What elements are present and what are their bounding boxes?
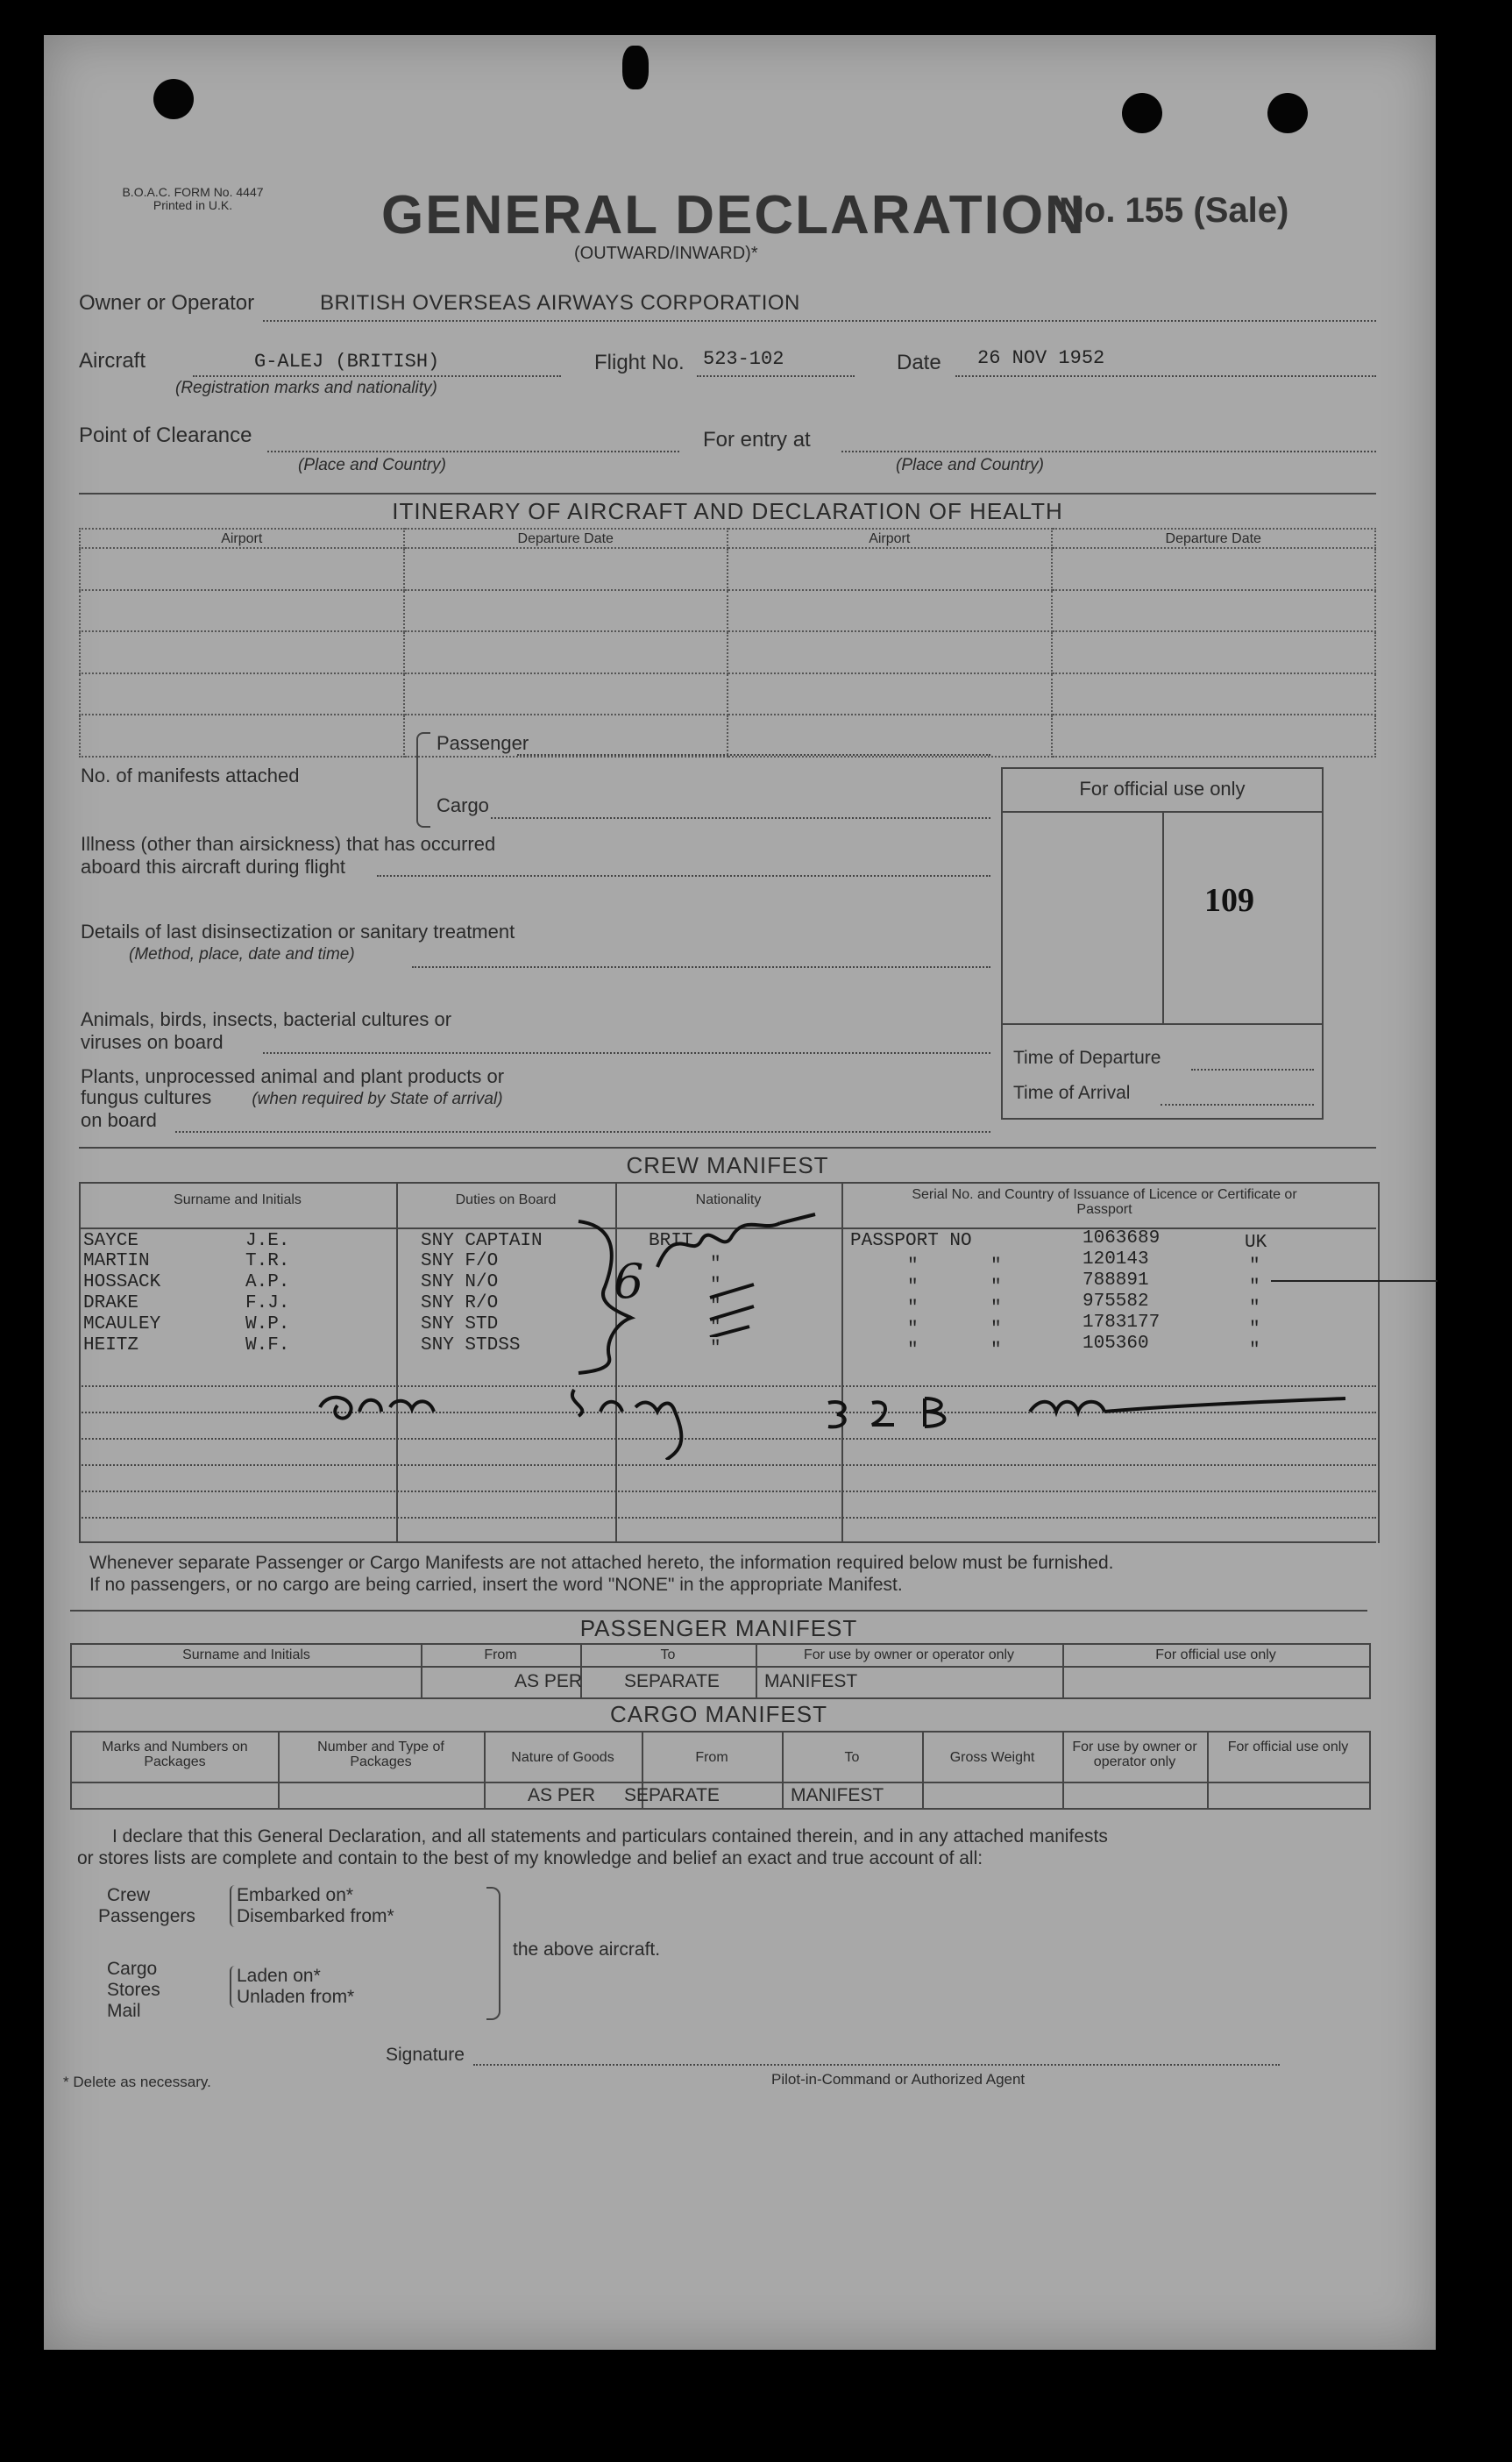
itinerary-cell	[1052, 631, 1376, 673]
crew-surname: HEITZ	[83, 1335, 139, 1356]
crew-doc-type: PASSPORT NO	[850, 1231, 972, 1251]
declaration-line2: or stores lists are complete and contain to the best of my knowledge and belief an exact and true account of all:	[77, 1848, 983, 1868]
itinerary-cell	[728, 631, 1052, 673]
itinerary-cell	[728, 590, 1052, 632]
passenger-table	[70, 1643, 1371, 1699]
disinsect-line	[412, 966, 990, 968]
declaration-embarked: Embarked on*	[237, 1885, 354, 1905]
crew-doc-ditto: "	[990, 1341, 1002, 1361]
crew-duty: SNY STDSS	[421, 1335, 521, 1356]
crew-doc-number: 975582	[1083, 1291, 1149, 1312]
plants-line2: fungus cultures	[81, 1086, 212, 1108]
plants-line1: Plants, unprocessed animal and plant products or	[81, 1065, 505, 1087]
official-box-divider	[1162, 811, 1164, 1023]
handwritten-note-text	[316, 1392, 343, 1397]
illness-label	[81, 833, 495, 879]
crew-manifest-title: CREW MANIFEST	[626, 1152, 829, 1178]
cargo-col-divider	[1062, 1733, 1064, 1808]
itinerary-title: ITINERARY OF AIRCRAFT AND DECLARATION OF HEALTH	[392, 498, 1063, 524]
crew-blank-row	[79, 1517, 1376, 1519]
passenger-entry-manifest: MANIFEST	[764, 1671, 858, 1691]
itinerary-col-departure-2: Departure Date	[1052, 529, 1376, 548]
cargo-manifest-title: CARGO MANIFEST	[609, 1701, 827, 1727]
passenger-col-owner: For use by owner or operator only	[803, 1647, 1015, 1662]
itinerary-cell	[404, 548, 728, 590]
cargo-col-number-type: Number and Type of Packages	[317, 1740, 444, 1769]
itinerary-cell	[80, 548, 404, 590]
crew-doc-type: "	[907, 1320, 919, 1340]
itinerary-col-departure: Departure Date	[404, 529, 728, 548]
itinerary-cell	[1052, 548, 1376, 590]
manifests-brace	[416, 732, 430, 828]
flight-line	[697, 375, 855, 377]
crew-initials: A.P.	[245, 1272, 290, 1292]
crew-duty: SNY STD	[421, 1314, 499, 1334]
itinerary-cell	[1052, 715, 1376, 757]
crew-surname: MARTIN	[83, 1251, 150, 1271]
signer-label: Pilot-in-Command or Authorized Agent	[771, 2071, 1026, 2088]
cargo-col-divider	[278, 1733, 280, 1808]
declaration-laden-block	[230, 1966, 354, 2008]
signature-label: Signature	[386, 2045, 465, 2065]
itinerary-cell	[1052, 673, 1376, 715]
declaration-brace	[486, 1887, 500, 2020]
scan-edge-line	[1271, 1280, 1437, 1282]
declaration-unladen: Unladen from*	[237, 1987, 355, 2007]
crew-blank-row	[79, 1464, 1376, 1466]
crew-surname: HOSSACK	[83, 1272, 161, 1292]
handwritten-crew-count: 6	[614, 1254, 644, 1309]
time-departure-label: Time of Departure	[1013, 1048, 1161, 1068]
cargo-col-official: For official use only	[1227, 1740, 1349, 1754]
flight-value: 523-102	[703, 348, 784, 370]
crew-nationality: "	[710, 1297, 721, 1317]
itinerary-cell	[728, 673, 1052, 715]
cargo-entry-manifest: MANIFEST	[791, 1785, 884, 1805]
crew-duty: SNY N/O	[421, 1272, 499, 1292]
itinerary-col-airport: Airport	[80, 529, 404, 548]
declaration-number: No. 155 (Sale)	[1059, 191, 1289, 230]
itinerary-cell	[728, 715, 1052, 757]
crew-duty: SNY CAPTAIN	[421, 1231, 543, 1251]
crew-doc-type: "	[907, 1256, 919, 1277]
owner-label: Owner or Operator	[79, 291, 255, 315]
declaration-embark-block	[230, 1885, 394, 1927]
crew-nationality: "	[710, 1255, 721, 1275]
owner-line	[263, 320, 1376, 322]
itinerary-table	[79, 528, 1376, 758]
declaration-stores: Stores	[107, 1980, 160, 2000]
cargo-header-rule	[72, 1782, 1369, 1783]
crew-doc-type: "	[907, 1299, 919, 1319]
passenger-header-rule	[72, 1666, 1369, 1668]
crew-initials: J.E.	[245, 1231, 290, 1251]
passenger-col-official: For official use only	[1155, 1647, 1276, 1662]
itinerary-cell	[728, 548, 1052, 590]
disinsect-line2: (Method, place, date and time)	[129, 945, 355, 964]
disinsect-label	[81, 921, 515, 966]
itinerary-cell	[80, 590, 404, 632]
page-title: GENERAL DECLARATION	[381, 185, 1086, 245]
crew-blank-row	[79, 1491, 1376, 1492]
crew-country: "	[1249, 1277, 1260, 1298]
notice-line2: If no passengers, or no cargo are being carried, insert the word "NONE" in the appropriate Manifest.	[89, 1575, 903, 1595]
date-label: Date	[897, 351, 941, 374]
passenger-col-from: From	[484, 1647, 517, 1662]
itinerary-cell	[404, 673, 728, 715]
cargo-entry-as-per: AS PER	[528, 1785, 596, 1805]
declaration-crew: Crew	[107, 1885, 151, 1905]
page-subtitle: (OUTWARD/INWARD)*	[574, 244, 758, 263]
crew-col-divider	[396, 1182, 398, 1541]
punch-hole	[622, 46, 649, 89]
crew-country: "	[1249, 1299, 1260, 1319]
passenger-col-surname: Surname and Initials	[182, 1647, 310, 1662]
itinerary-cell	[404, 631, 728, 673]
cargo-col-divider	[484, 1733, 486, 1808]
crew-initials: F.J.	[245, 1293, 290, 1313]
cargo-col-divider	[782, 1733, 784, 1808]
declaration-line1: I declare that this General Declaration, and all statements and particulars contained therein, and in any attached manifests	[112, 1826, 1108, 1846]
crew-initials: W.P.	[245, 1314, 290, 1334]
plants-line	[175, 1131, 990, 1133]
crew-doc-number: 120143	[1083, 1249, 1149, 1270]
illness-line1: Illness (other than airsickness) that has occurred	[81, 833, 496, 855]
crew-doc-number: 105360	[1083, 1334, 1149, 1354]
animals-label	[81, 1008, 451, 1054]
animals-line2: viruses on board	[81, 1031, 224, 1053]
aircraft-label: Aircraft	[79, 349, 146, 373]
crew-col-duties: Duties on Board	[455, 1192, 557, 1207]
itinerary-top-rule	[79, 493, 1376, 495]
crew-duty: SNY R/O	[421, 1293, 499, 1313]
time-arrival-label: Time of Arrival	[1013, 1083, 1131, 1103]
crew-initials: T.R.	[245, 1251, 290, 1271]
time-departure-line	[1191, 1069, 1314, 1071]
itinerary-cell	[80, 631, 404, 673]
crew-doc-ditto: "	[990, 1256, 1002, 1277]
clearance-line	[267, 451, 679, 452]
footnote: * Delete as necessary.	[63, 2074, 211, 2090]
notice-text	[89, 1552, 1378, 1596]
crew-doc-type: "	[907, 1277, 919, 1298]
official-box-rule	[1003, 1023, 1322, 1025]
crew-country: UK	[1245, 1233, 1267, 1253]
declaration-cargo-block	[107, 1959, 160, 2022]
plants-hint: (when required by State of arrival)	[252, 1090, 503, 1108]
declaration-text	[77, 1825, 1108, 1869]
cargo-col-divider	[1207, 1733, 1209, 1808]
crew-doc-number: 1063689	[1083, 1228, 1161, 1249]
itinerary-col-airport-2: Airport	[728, 529, 1052, 548]
entry-line	[841, 451, 1376, 452]
official-use-title: For official use only	[1079, 778, 1246, 800]
crew-initials: W.F.	[245, 1335, 290, 1356]
date-value: 26 NOV 1952	[977, 347, 1105, 369]
declaration-disembarked: Disembarked from*	[237, 1906, 394, 1926]
animals-line	[263, 1052, 990, 1054]
crew-col-surname: Surname and Initials	[174, 1192, 302, 1207]
aircraft-value: G-ALEJ (BRITISH)	[254, 351, 440, 373]
date-line	[955, 375, 1376, 377]
official-stamp-number: 109	[1204, 882, 1254, 919]
plants-line3: on board	[81, 1109, 157, 1131]
cargo-line	[491, 817, 990, 819]
crew-surname: MCAULEY	[83, 1314, 161, 1334]
crew-col-serial: Serial No. and Country of Issuance of Licence or Certificate or Passport	[912, 1187, 1297, 1217]
crew-doc-ditto: "	[990, 1320, 1002, 1340]
crew-doc-ditto: "	[990, 1277, 1002, 1298]
clearance-hint: (Place and Country)	[298, 456, 446, 474]
punch-hole	[1267, 93, 1308, 133]
crew-doc-number: 788891	[1083, 1270, 1149, 1291]
crew-surname: SAYCE	[83, 1231, 139, 1251]
punch-hole	[153, 79, 194, 119]
animals-line1: Animals, birds, insects, bacterial cultures or	[81, 1008, 452, 1030]
declaration-form	[44, 35, 1436, 2350]
handwritten-scrawl	[649, 1206, 877, 1337]
illness-line2: aboard this aircraft during flight	[81, 856, 346, 878]
passenger-entry-separate: SEPARATE	[624, 1671, 720, 1691]
crew-surname: DRAKE	[83, 1293, 139, 1313]
passenger-entry-as-per: AS PER	[515, 1671, 583, 1691]
declaration-laden: Laden on*	[237, 1966, 321, 1986]
crew-nationality: BRIT	[649, 1231, 693, 1251]
passenger-top-rule	[70, 1610, 1367, 1612]
declaration-aircraft: the above aircraft.	[513, 1939, 661, 1960]
crew-bottom-rule	[79, 1541, 1376, 1543]
crew-duty: SNY F/O	[421, 1251, 499, 1271]
crew-nationality: "	[710, 1276, 721, 1296]
flight-label: Flight No.	[594, 351, 685, 374]
crew-doc-ditto: "	[990, 1299, 1002, 1319]
cargo-col-owner: For use by owner or operator only	[1072, 1740, 1197, 1769]
handwritten-note	[311, 1363, 1363, 1460]
crew-doc-number: 1783177	[1083, 1313, 1161, 1333]
crew-nationality: "	[710, 1339, 721, 1359]
notice-line1: Whenever separate Passenger or Cargo Manifests are not attached hereto, the information required below must be furnished.	[89, 1553, 1114, 1573]
cargo-table	[70, 1731, 1371, 1810]
itinerary-cell	[1052, 590, 1376, 632]
declaration-crew-block	[98, 1885, 195, 1927]
cargo-col-divider	[922, 1733, 924, 1808]
aircraft-line	[193, 375, 561, 377]
declaration-cargo: Cargo	[107, 1959, 158, 1979]
signature-line	[473, 2064, 1280, 2066]
passenger-manifest-title: PASSENGER MANIFEST	[579, 1615, 858, 1641]
cargo-col-nature: Nature of Goods	[511, 1750, 614, 1765]
time-arrival-line	[1161, 1104, 1314, 1106]
passenger-label: Passenger	[437, 732, 529, 754]
illness-line	[377, 875, 990, 877]
cargo-col-to: To	[844, 1750, 860, 1765]
form-number	[114, 186, 272, 212]
cargo-col-marks: Marks and Numbers on Packages	[102, 1740, 248, 1769]
disinsect-line1: Details of last disinsectization or sanitary treatment	[81, 921, 515, 943]
declaration-mail: Mail	[107, 2001, 141, 2021]
plants-label	[81, 1066, 504, 1131]
form-number-line1: B.O.A.C. FORM No. 4447	[122, 185, 264, 199]
cargo-col-from: From	[695, 1750, 728, 1765]
crew-country: "	[1249, 1256, 1260, 1277]
cargo-col-weight: Gross Weight	[949, 1750, 1035, 1765]
itinerary-cell	[404, 590, 728, 632]
form-number-line2: Printed in U.K.	[153, 198, 233, 212]
crew-country: "	[1249, 1320, 1260, 1340]
cargo-entry-separate: SEPARATE	[624, 1785, 720, 1805]
manifests-label: No. of manifests attached	[81, 765, 300, 786]
aircraft-hint: (Registration marks and nationality)	[175, 379, 437, 397]
cargo-label: Cargo	[437, 794, 489, 816]
declaration-passengers: Passengers	[98, 1906, 195, 1926]
entry-label: For entry at	[703, 428, 811, 452]
itinerary-cell	[80, 673, 404, 715]
punch-hole	[1122, 93, 1162, 133]
owner-value: BRITISH OVERSEAS AIRWAYS CORPORATION	[320, 291, 800, 315]
crew-nationality: "	[710, 1318, 721, 1338]
entry-hint: (Place and Country)	[896, 456, 1044, 474]
passenger-line	[517, 754, 990, 756]
crew-country: "	[1249, 1341, 1260, 1361]
crew-top-rule	[79, 1147, 1376, 1149]
passenger-col-to: To	[660, 1647, 676, 1662]
official-use-box	[1001, 767, 1324, 1120]
clearance-label: Point of Clearance	[79, 423, 252, 447]
crew-col-nationality: Nationality	[695, 1192, 762, 1207]
itinerary-cell	[80, 715, 404, 757]
crew-doc-type: "	[907, 1341, 919, 1361]
